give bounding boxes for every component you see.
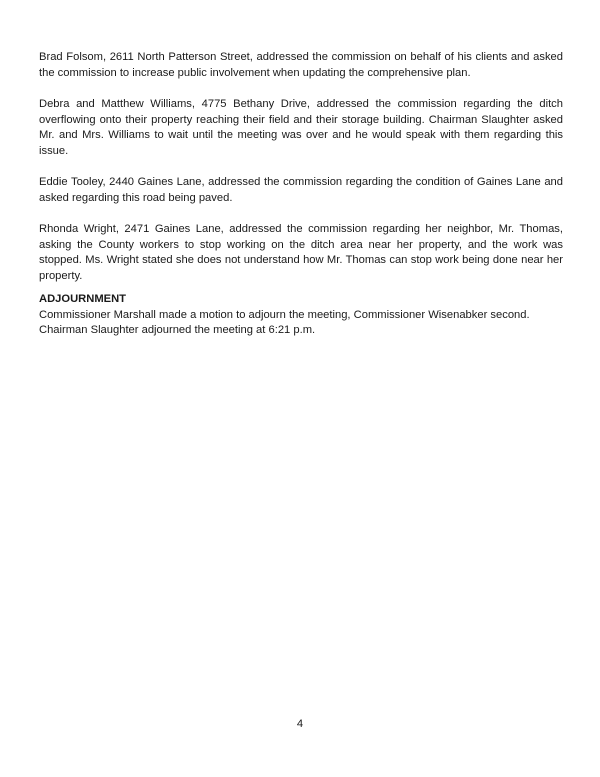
adjournment-text: Commissioner Marshall made a motion to adjourn the meeting, Commissioner Wisenabker second. Chairman Slaughter adjourned the meeting at 6:21 p.m. [39, 308, 530, 336]
public-comment-williams: Debra and Matthew Williams, 4775 Bethany Drive, addressed the commission regarding the ditch overflowing onto their property reaching their field and their storage building. Chairman Slaughter asked Mr. and Mrs. Williams to wait until the meeting was over and he would speak with them regarding this issue. [39, 98, 563, 157]
public-comment-wright: Rhonda Wright, 2471 Gaines Lane, addressed the commission regarding her neighbor, Mr. Thomas, asking the County workers to stop working on the ditch area near her property, and the work was stopped. Ms. Wright stated she does not understand how Mr. Thomas can stop work being done near her property. [39, 223, 563, 282]
page-content [39, 50, 563, 339]
page-number: 4 [296, 718, 304, 730]
adjournment-heading: ADJOURNMENT [39, 293, 127, 305]
public-comment-tooley: Eddie Tooley, 2440 Gaines Lane, addressed the commission regarding the condition of Gaines Lane and asked regarding this road being paved. [39, 176, 563, 204]
public-comment-folsom: Brad Folsom, 2611 North Patterson Street, addressed the commission on behalf of his clients and asked the commission to increase public involvement when updating the comprehensive plan. [39, 51, 563, 79]
